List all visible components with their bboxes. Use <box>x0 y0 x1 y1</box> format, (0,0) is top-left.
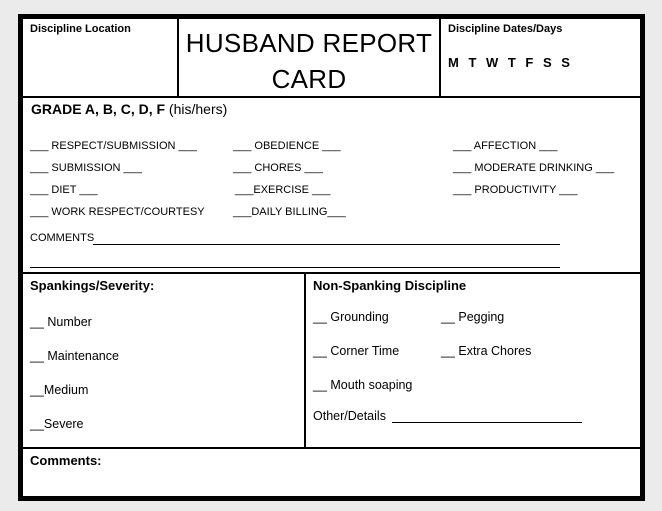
other-details-line[interactable] <box>392 422 582 423</box>
grade-item: ___ CHORES ___ <box>233 162 323 174</box>
grade-heading <box>31 101 227 117</box>
spanking-option: __ Number <box>30 315 92 329</box>
days-of-week: M T W T F S S <box>448 55 573 70</box>
dates-box <box>439 17 642 98</box>
grade-item: ___DAILY BILLING___ <box>233 206 346 218</box>
title-line-2: CARD <box>271 64 347 94</box>
footer-comments-label: Comments: <box>30 453 102 468</box>
spanking-option: __ Maintenance <box>30 349 119 363</box>
title-line-1: HUSBAND REPORT <box>185 28 433 58</box>
card-title <box>179 25 439 97</box>
grade-item: ___ AFFECTION ___ <box>453 140 558 152</box>
comments-line-2[interactable] <box>30 267 560 268</box>
spanking-option: __Medium <box>30 383 89 397</box>
spankings-section <box>21 272 306 449</box>
title-box <box>177 17 441 98</box>
location-box <box>21 17 179 98</box>
spankings-heading: Spankings/Severity: <box>30 278 155 293</box>
spanking-option: __Severe <box>30 417 84 431</box>
grade-heading-rest: (his/hers) <box>165 101 228 117</box>
grade-item: ___EXERCISE ___ <box>235 184 331 196</box>
grade-item: ___ PRODUCTIVITY ___ <box>453 184 578 196</box>
grade-item: ___ DIET ___ <box>30 184 98 196</box>
comments-line-1[interactable] <box>93 244 560 245</box>
grade-item: ___ RESPECT/SUBMISSION ___ <box>30 140 197 152</box>
grade-item: ___ WORK RESPECT/COURTESY <box>30 206 205 218</box>
non-spanking-option: __ Pegging <box>441 310 505 324</box>
other-details-label: Other/Details <box>313 409 386 423</box>
non-spanking-heading: Non-Spanking Discipline <box>313 278 467 293</box>
non-spanking-option: __ Mouth soaping <box>313 378 413 392</box>
grade-item: ___ SUBMISSION ___ <box>30 162 142 174</box>
location-label: Discipline Location <box>30 23 131 35</box>
comments-label: COMMENTS <box>30 232 95 244</box>
dates-label: Discipline Dates/Days <box>448 23 563 35</box>
non-spanking-option: __ Extra Chores <box>441 344 532 358</box>
non-spanking-option: __ Grounding <box>313 310 389 324</box>
grade-item: ___ OBEDIENCE ___ <box>233 140 341 152</box>
footer-comments-box <box>21 447 642 498</box>
grade-heading-bold: GRADE A, B, C, D, F <box>31 101 166 117</box>
non-spanking-option: __ Corner Time <box>313 344 400 358</box>
grade-item: ___ MODERATE DRINKING ___ <box>453 162 615 174</box>
report-card <box>18 14 645 501</box>
grade-section <box>21 96 642 274</box>
non-spanking-section <box>304 272 642 449</box>
